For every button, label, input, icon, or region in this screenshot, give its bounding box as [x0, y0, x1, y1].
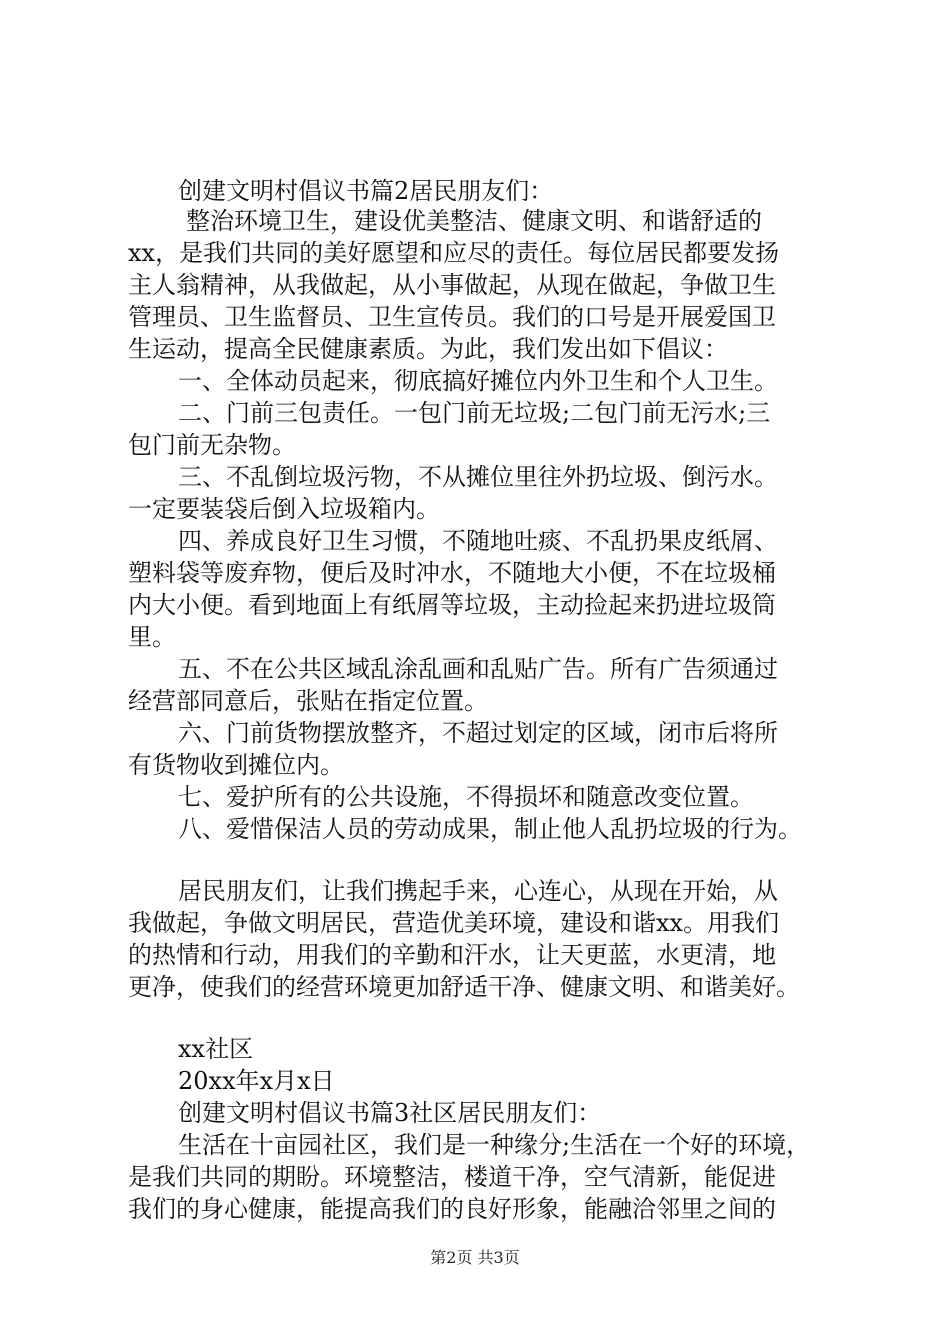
closing-paragraph-line: 的热情和行动，用我们的辛勤和汗水，让天更蓝，水更清，地 [128, 941, 776, 969]
paragraph-line: 我们的身心健康，能提高我们的良好形象，能融洽邻里之间的 [128, 1195, 776, 1223]
proposal-item-3-cont: 一定要装袋后倒入垃圾箱内。 [128, 495, 440, 523]
proposal-item-4-cont: 里。 [128, 623, 176, 651]
paragraph-line: 整治环境卫生，建设优美整洁、健康文明、和谐舒适的 [186, 207, 762, 235]
proposal-item-7: 七、爱护所有的公共设施，不得损坏和随意改变位置。 [178, 783, 754, 811]
heading-line-1: 创建文明村倡议书篇2居民朋友们： [178, 177, 554, 205]
paragraph-line: 生活在十亩园社区，我们是一种缘分;生活在一个好的环境， [178, 1131, 811, 1159]
proposal-item-4-cont: 内大小便。看到地面上有纸屑等垃圾，主动捡起来扔进垃圾筒 [128, 591, 776, 619]
signature-community: xx社区 [178, 1035, 254, 1063]
paragraph-line: 主人翁精神，从我做起，从小事做起，从现在做起，争做卫生 [128, 271, 776, 299]
proposal-item-4-cont: 塑料袋等废弃物，便后及时冲水，不随地大小便，不在垃圾桶 [128, 559, 776, 587]
page-number-footer: 第2页 共3页 [430, 1248, 520, 1267]
proposal-item-6: 六、门前货物摆放整齐，不超过划定的区域，闭市后将所 [178, 719, 778, 747]
proposal-item-3: 三、不乱倒垃圾污物，不从摊位里往外扔垃圾、倒污水。 [178, 463, 778, 491]
proposal-item-5: 五、不在公共区域乱涂乱画和乱贴广告。所有广告须通过 [178, 655, 778, 683]
paragraph-line: xx，是我们共同的美好愿望和应尽的责任。每位居民都要发扬 [128, 239, 780, 267]
proposal-item-8: 八、爱惜保洁人员的劳动成果，制止他人乱扔垃圾的行为。 [178, 815, 802, 843]
closing-paragraph-line: 更净，使我们的经营环境更加舒适干净、健康文明、和谐美好。 [128, 973, 800, 1001]
proposal-item-5-cont: 经营部同意后，张贴在指定位置。 [128, 687, 488, 715]
proposal-item-1: 一、全体动员起来，彻底搞好摊位内外卫生和个人卫生。 [178, 367, 778, 395]
closing-paragraph-line: 我做起，争做文明居民，营造优美环境，建设和谐xx。用我们 [128, 909, 780, 937]
proposal-item-2-cont: 包门前无杂物。 [128, 431, 296, 459]
closing-paragraph-line: 居民朋友们，让我们携起手来，心连心，从现在开始，从 [178, 877, 778, 905]
heading-line-2: 创建文明村倡议书篇3社区居民朋友们： [178, 1099, 602, 1127]
paragraph-line: 管理员、卫生监督员、卫生宣传员。我们的口号是开展爱国卫 [128, 303, 776, 331]
paragraph-line: 是我们共同的期盼。环境整洁，楼道干净，空气清新，能促进 [128, 1163, 776, 1191]
proposal-item-6-cont: 有货物收到摊位内。 [128, 751, 344, 779]
signature-date: 20xx年x月x日 [178, 1067, 335, 1095]
proposal-item-4: 四、养成良好卫生习惯，不随地吐痰、不乱扔果皮纸屑、 [178, 527, 778, 555]
proposal-item-2: 二、门前三包责任。一包门前无垃圾;二包门前无污水;三 [178, 399, 771, 427]
paragraph-line: 生运动，提高全民健康素质。为此，我们发出如下倡议： [128, 335, 728, 363]
